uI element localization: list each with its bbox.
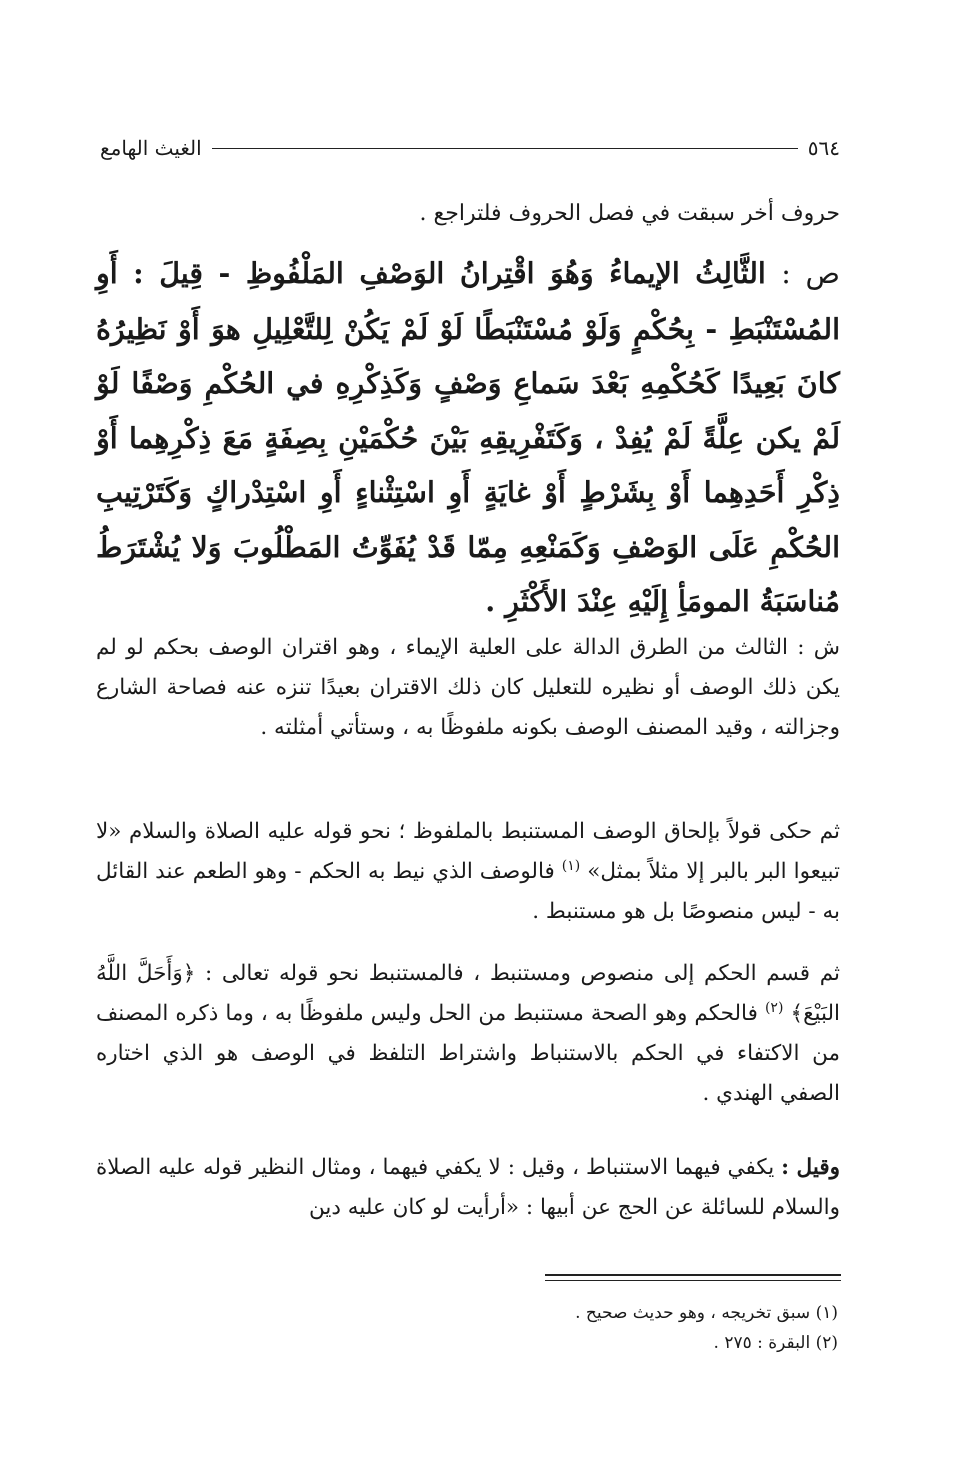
- page-number: ٥٦٤: [807, 136, 840, 160]
- sharh-text-4: يكفي فيهما الاستنباط ، وقيل : لا يكفي فيهما ، ومثال النظير قوله عليه الصلاة والسلام للسائلة عن الحج عن أبيها : «أرأيت لو كان عليه دين: [96, 1155, 840, 1220]
- matn-text: الثَّالِثُ الإيماءُ وَهُوَ اقْتِرانُ الوَصْفِ المَلْفُوظِ - قِيلَ : أَوِ المُسْتَنْبَطِ - بِحُكْمٍ وَلَوْ مُسْتَنْبَطًا لَوْ لَمْ يَكُنْ لِلتَّعْلِيلِ هوَ أَوْ نَظِيرُهُ كانَ بَعِيدًا كَحُكْمِهِ بَعْدَ سَماعِ وَصْفٍ وَكَذِكْرِهِ في الحُكْمِ وَصْفًا لَوْ لَمْ يكن عِلَّةً لَمْ يُفِدْ ، وَكَتَفْرِيقِهِ بَيْنَ حُكْمَيْنِ بِصِفَةٍ مَعَ ذِكْرِهِما أَوْ ذِكْرِ أَحَدِهِما أَوْ بِشَرْطٍ أَوْ غايَةٍ أَوِ اسْتِثْناءٍ أَوِ اسْتِدْراكٍ وَكَتَرْتِيبِ الحُكْمِ عَلَى الوَصْفِ وَكَمَنْعِهِ مِمّا قَدْ يُفَوِّتُ المَطْلُوبَ وَلا يُشْتَرَطُ مُناسَبَةُ المومَأِ إِلَيْهِ عِنْدَ الأَكْثَرِ .: [96, 256, 840, 618]
- footnote-ref-2[interactable]: (٢): [764, 999, 784, 1016]
- sharh-paragraph-4: [96, 1148, 840, 1228]
- footnote-ref-1[interactable]: (١): [561, 857, 581, 874]
- footnote-separator-thin: [545, 1280, 841, 1281]
- book-title: الغيث الهامع: [100, 136, 202, 160]
- sharh-paragraph-3: [96, 954, 840, 1114]
- sharh-paragraph-2: [96, 812, 840, 932]
- sharh-text-2a: ثم حكى قولاً بإلحاق الوصف المستنبط بالملفوظ ؛ نحو قوله عليه الصلاة والسلام «لا تبيعوا البر بالبر إلا مثلاً بمثل»: [96, 819, 841, 884]
- sharh-text-3a: ثم قسم الحكم إلى منصوص ومستنبط ، فالمستنبط نحو قوله تعالى : ﴿وَأَحَلَّ اللَّهُ البَيْعَ﴾: [96, 961, 841, 1026]
- footnote-separator: [545, 1274, 841, 1276]
- footnotes: [300, 1298, 838, 1358]
- header-rule: [212, 148, 798, 149]
- footnote-2: (٢) البقرة : ٢٧٥ .: [713, 1333, 838, 1353]
- matn-paragraph: [96, 246, 840, 629]
- sharh-text-1: ش : الثالث من الطرق الدالة على العلية الإيماء ، وهو اقتران الوصف بحكم لو لم يكن ذلك الوصف أو نظيره للتعليل كان ذلك الاقتران بعيدًا تنزه عنه فصاحة الشارع وجزالته ، وقيد المصنف الوصف بكونه ملفوظًا به ، وستأتي أمثلته .: [96, 635, 840, 740]
- sharh-text-2b: فالوصف الذي نيط به الحكم - وهو الطعم عند القائل به - ليس منصوصًا بل هو مستنبط .: [96, 859, 840, 924]
- footnote-1: (١) سبق تخريجه ، وهو حديث صحيح .: [575, 1303, 838, 1323]
- running-header: [100, 128, 840, 168]
- intro-text: حروف أخر سبقت في فصل الحروف فلتراجع .: [419, 201, 840, 226]
- matn-label: ص :: [781, 257, 840, 290]
- intro-line: [96, 196, 840, 232]
- sharh-text-3b: فالحكم وهو الصحة مستنبط من الحل وليس ملفوظًا به ، وما ذكره المصنف من الاكتفاء في الحكم بالاستنباط واشتراط التلفظ في الوصف هو الذي اختاره الصفي الهندي .: [96, 1001, 840, 1106]
- sharh-paragraph-1: [96, 628, 840, 748]
- sharh-lead-word: وقيل :: [781, 1155, 840, 1180]
